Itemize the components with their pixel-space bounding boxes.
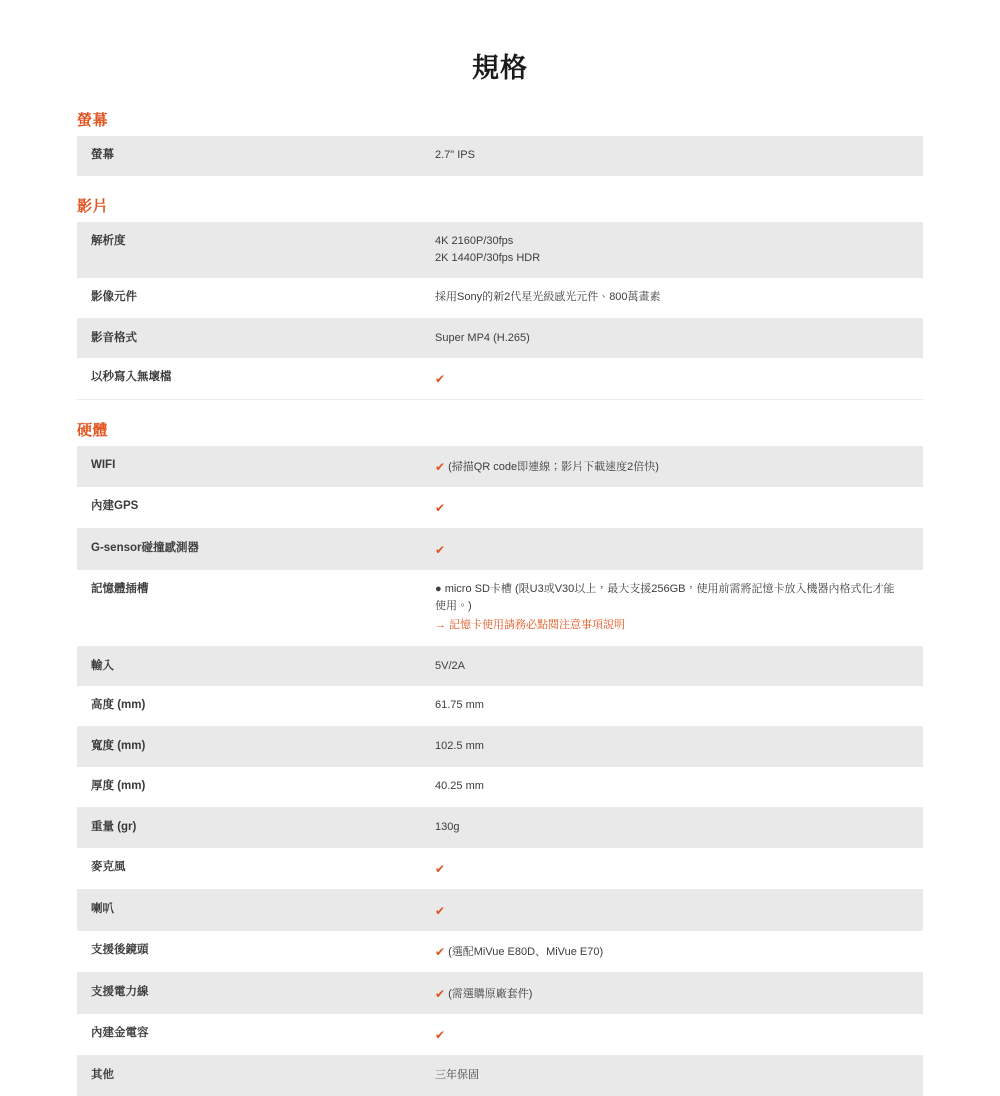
spec-value-line: 2.7" IPS (435, 149, 475, 162)
spec-value (429, 686, 923, 726)
table-row (77, 446, 923, 487)
spec-value (429, 931, 923, 973)
spec-value-line: 採用Sony的新2代星光級感光元件、800萬畫素 (435, 290, 661, 303)
spec-value (429, 318, 923, 358)
spec-sections-container (77, 112, 923, 1095)
spec-value (429, 446, 923, 487)
spec-label: 重量 (gr) (91, 820, 137, 833)
spec-label: 輸入 (91, 659, 114, 672)
check-icon: ✔ (435, 543, 446, 558)
spec-value-line: 4K 2160P/30fps (435, 234, 514, 247)
check-icon: ✔ (435, 944, 446, 959)
spec-value-line: (選配MiVue E80D、MiVue E70) (448, 945, 604, 958)
spec-value-line: 102.5 mm (435, 740, 484, 753)
spec-value-line: 2K 1440P/30fps HDR (435, 251, 541, 264)
spec-section (77, 422, 923, 1095)
spec-value-line: (需選購原廠套件) (448, 987, 533, 1000)
spec-value (429, 767, 923, 807)
spec-label: WIFI (91, 459, 116, 472)
section-title: 影片 (77, 197, 109, 215)
spec-table (77, 136, 923, 176)
spec-value (429, 570, 923, 646)
spec-label: 其他 (91, 1068, 114, 1081)
spec-label: 支援後鏡頭 (91, 943, 149, 956)
check-icon: ✔ (435, 501, 446, 516)
table-row (77, 570, 923, 646)
check-icon: ✔ (435, 372, 446, 387)
spec-label: 內建金電容 (91, 1026, 149, 1039)
spec-value (429, 727, 923, 767)
spec-value (429, 1014, 923, 1056)
spec-value (429, 487, 923, 529)
spec-label: 內建GPS (91, 500, 139, 513)
spec-value (429, 972, 923, 1014)
spec-value (429, 136, 923, 176)
spec-value-line: 40.25 mm (435, 779, 484, 792)
page-title: 規格 (472, 53, 528, 83)
table-row (77, 487, 923, 529)
table-row (77, 358, 923, 400)
section-title: 硬體 (77, 422, 109, 440)
spec-label: 麥克風 (91, 860, 126, 873)
spec-value (429, 529, 923, 571)
memory-card-notice-link[interactable]: → 記憶卡使用請務必點閱注意事項說明 (435, 619, 626, 632)
spec-value-line: ● micro SD卡槽 (限U3或V30以上，最大支援256GB，使用前需將記憶卡放入機器內格式化才能使用。) (435, 583, 895, 613)
spec-label: 影音格式 (91, 331, 137, 344)
spec-label: 高度 (mm) (91, 699, 146, 712)
spec-section (77, 112, 923, 176)
spec-label: G-sensor碰撞感測器 (91, 542, 199, 555)
spec-label: 解析度 (91, 234, 126, 247)
spec-table (77, 222, 923, 401)
spec-value (429, 889, 923, 931)
spec-label: 以秒寫入無壞檔 (91, 371, 172, 384)
table-row (77, 1014, 923, 1056)
table-row (77, 972, 923, 1014)
spec-value (429, 278, 923, 318)
spec-value-line: 61.75 mm (435, 699, 484, 712)
spec-label: 支援電力線 (91, 985, 149, 998)
table-row (77, 889, 923, 931)
check-icon: ✔ (435, 1027, 446, 1042)
table-row (77, 529, 923, 571)
spec-label: 厚度 (mm) (91, 779, 146, 792)
section-title: 螢幕 (77, 112, 109, 130)
table-row (77, 807, 923, 847)
spec-value (429, 848, 923, 890)
table-row (77, 278, 923, 318)
spec-label: 喇叭 (91, 902, 114, 915)
table-row (77, 222, 923, 278)
table-row (77, 727, 923, 767)
spec-value-line: 三年保固 (435, 1068, 479, 1081)
table-row (77, 931, 923, 973)
spec-value-line: Super MP4 (H.265) (435, 331, 530, 344)
spec-section (77, 198, 923, 401)
spec-value (429, 358, 923, 400)
spec-label: 螢幕 (91, 149, 114, 162)
table-row (77, 686, 923, 726)
memory-card-notice[interactable] (435, 617, 897, 634)
spec-table (77, 446, 923, 1095)
check-icon: ✔ (435, 460, 446, 475)
spec-value (429, 222, 923, 278)
spec-value (429, 1055, 923, 1095)
table-row (77, 136, 923, 176)
spec-label: 寬度 (mm) (91, 740, 146, 753)
check-icon: ✔ (435, 861, 446, 876)
spec-value-line: (掃描QR code即連線；影片下載速度2倍快) (448, 461, 659, 474)
spec-label: 影像元件 (91, 290, 137, 303)
spec-value-line: 5V/2A (435, 659, 465, 672)
table-row (77, 848, 923, 890)
spec-value (429, 646, 923, 686)
spec-value (429, 807, 923, 847)
table-row (77, 318, 923, 358)
table-row (77, 767, 923, 807)
table-row (77, 1055, 923, 1095)
spec-value-line: 130g (435, 820, 460, 833)
table-row (77, 646, 923, 686)
spec-label: 記憶體插槽 (91, 583, 149, 596)
check-icon: ✔ (435, 986, 446, 1001)
check-icon: ✔ (435, 903, 446, 918)
